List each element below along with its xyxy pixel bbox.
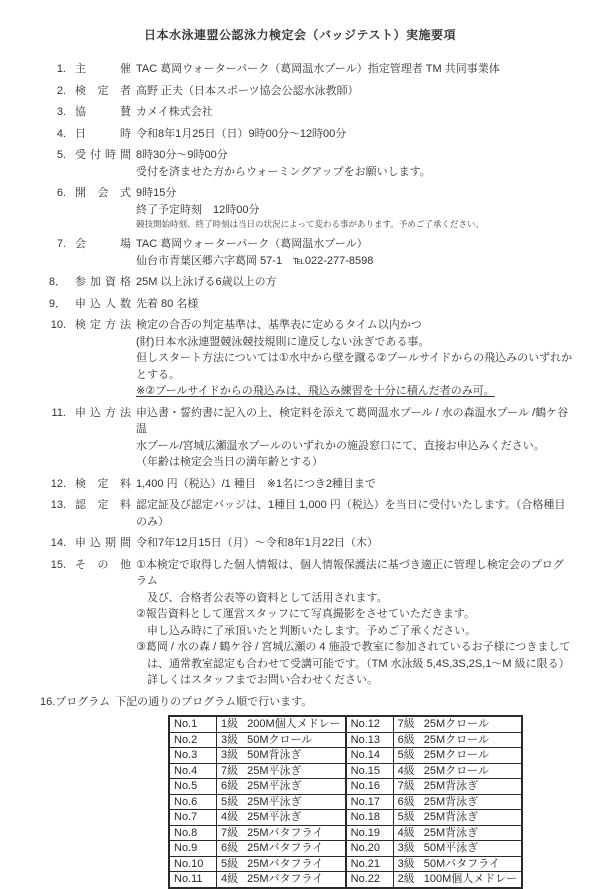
item-number: 6.: [56, 187, 66, 199]
program-grade: 6級: [221, 842, 239, 854]
program-no-cell: No.20: [346, 841, 394, 857]
table-row: [169, 872, 522, 888]
program-grade: 4級: [397, 764, 415, 777]
program-event: 25M平泳ぎ: [247, 764, 302, 777]
program-event-cell: [217, 763, 346, 779]
item-number: 7.: [56, 238, 66, 250]
program-event-cell: [393, 716, 522, 732]
item-label: 検定方法: [75, 319, 131, 331]
program-no-cell: No.17: [346, 794, 394, 810]
item-number: 15.: [50, 558, 66, 571]
program-event-cell: [393, 794, 522, 810]
table-row: [169, 856, 522, 872]
program-event: 50Mバタフライ: [423, 857, 500, 870]
program-event: 25Mバタフライ: [247, 857, 324, 870]
program-grade: 7級: [397, 780, 415, 792]
program-grade: 5級: [221, 795, 239, 808]
item-line: 受付を済ませた方からウォーミングアップをお願いします。: [136, 165, 431, 178]
item-moshikomi-kikan: [0, 535, 600, 552]
item-content: [136, 274, 574, 291]
program-grade: 6級: [397, 795, 415, 808]
program-event: 25M背泳ぎ: [423, 795, 479, 808]
program-event: 25Mバタフライ: [247, 873, 324, 885]
item-label: 主 催: [75, 63, 131, 75]
page-title: 日本水泳連盟公認泳力検定会（バッジテスト）実施要項: [143, 28, 457, 42]
item-label: 申込方法: [75, 406, 131, 419]
program-no-cell: No.19: [346, 825, 394, 841]
table-row: [169, 748, 522, 764]
item-content: [136, 61, 574, 78]
program-event-cell: [393, 748, 522, 764]
item-number: 1.: [56, 63, 66, 75]
item-number: 8．: [48, 276, 66, 288]
program-event-cell: [217, 716, 346, 732]
item-content: [136, 535, 574, 552]
program-grade: 5級: [221, 857, 239, 870]
item-line: 令和7年12月15日（月）～令和8年1月22日（木）: [136, 537, 379, 549]
item-number: 13.: [50, 499, 66, 511]
item-label: 検 定 者: [75, 84, 131, 97]
item-line: ②報告資料として運営スタッフにて写真撮影をさせていただきます。: [136, 608, 475, 620]
program-event-cell: [393, 763, 522, 779]
item-line: 認定証及び認定バッジは、1種目 1,000 円（税込）を当日に受付いたします。（合格種目のみ）: [136, 499, 566, 528]
item-number: 11.: [51, 406, 66, 419]
item-number: 4.: [56, 127, 66, 140]
table-row: [169, 841, 522, 857]
item-line: 先着 80 名様: [136, 297, 199, 310]
item-content: [115, 694, 574, 711]
program-table: [168, 715, 523, 889]
item-moshikomi-ninzu: [0, 296, 600, 313]
table-row: [169, 716, 522, 732]
program-no-cell: No.2: [169, 732, 217, 748]
item-content: [136, 317, 574, 400]
program-event: 50M背泳ぎ: [247, 749, 302, 761]
item-line: 申込書・誓約書に記入の上、検定料を添えて葛岡温水プール / 水の森温水プール /鶴ケ谷温: [136, 406, 569, 435]
item-line: TAC 葛岡ウォーターパーク（葛岡温水プール）: [136, 238, 368, 250]
program-no-cell: No.6: [169, 794, 217, 810]
program-no-cell: No.10: [169, 856, 217, 872]
program-grade: 4級: [221, 873, 239, 885]
program-event: 25M平泳ぎ: [247, 811, 302, 823]
item-content: [136, 126, 574, 143]
item-line: TAC 葛岡ウォーターパーク（葛岡温水プール）指定管理者 TM 共同事業体: [136, 63, 500, 75]
item-content: [136, 497, 574, 530]
table-row: [169, 732, 522, 748]
item-line: 但しスタート方法については①水中から壁を蹴る②プールサイドからの飛込みのいずれかとする。: [136, 352, 573, 381]
program-no-cell: No.22: [346, 872, 394, 888]
item-line: 検定の合否の判定基準は、基準表に定めるタイム以内かつ: [136, 319, 422, 331]
program-event-cell: [393, 841, 522, 857]
item-line: は、通常教室認定も合わせて受講可能です。（TM 水泳級 5,4S,3S,2S,1～M 級に限る）: [147, 657, 570, 670]
item-line: （年齢は検定会当日の満年齢とする）: [136, 456, 323, 468]
program-no-cell: No.12: [346, 716, 394, 732]
item-line: 終了予定時刻 12時00分: [136, 203, 260, 216]
item-label: 開 会 式: [75, 187, 131, 199]
item-label: 参加資格: [75, 276, 131, 288]
program-event-cell: [393, 779, 522, 795]
program-event-cell: [217, 779, 346, 795]
program-grade: 5級: [397, 749, 415, 761]
item-label: 受付時間: [75, 149, 131, 161]
program-no-cell: No.21: [346, 856, 394, 872]
program-no-cell: No.14: [346, 748, 394, 764]
item-line: 下記の通りのプログラム順で行います。: [115, 695, 313, 708]
program-grade: 7級: [221, 764, 239, 777]
item-kaijo: [0, 236, 600, 269]
program-grade: 3級: [397, 842, 415, 854]
program-event-cell: [217, 825, 346, 841]
table-row: [169, 810, 522, 826]
program-event: 25M平泳ぎ: [247, 795, 302, 808]
program-grade: 2級: [397, 873, 415, 885]
program-event-cell: [393, 856, 522, 872]
item-label: プログラム: [55, 695, 111, 708]
item-label: 検 定 料: [75, 477, 131, 490]
item-uketsuke-jikan: [0, 147, 600, 180]
item-line: ①本検定で取得した個人情報は、個人情報保護法に基づき適正に管理し検定会のプログラム: [136, 558, 564, 587]
program-event-cell: [217, 810, 346, 826]
item-line: 申し込み時に了承頂いたと判断いたします。予めご了承ください。: [147, 624, 477, 637]
item-content: [136, 296, 574, 313]
program-event-cell: [217, 794, 346, 810]
item-moshikomi-hoho: [0, 405, 600, 471]
program-event: 25Mクロール: [423, 749, 489, 761]
item-content: [136, 557, 574, 689]
program-event: 25Mクロール: [423, 764, 489, 777]
program-no-cell: No.7: [169, 810, 217, 826]
item-label: 申込期間: [75, 537, 131, 549]
program-grade: 4級: [397, 826, 415, 839]
item-nichiji: [0, 126, 600, 143]
program-no-cell: No.16: [346, 779, 394, 795]
item-line: ③葛岡 / 水の森 / 鶴ケ谷 / 宮城広瀬の 4 施設で教室に参加されているお子様につきまして: [136, 641, 571, 653]
program-grade: 6級: [221, 780, 239, 792]
program-event: 25Mバタフライ: [247, 842, 324, 854]
item-label: 協 賛: [75, 106, 131, 118]
item-content: [136, 405, 574, 471]
item-sonota: [0, 557, 600, 689]
program-event-cell: [217, 872, 346, 888]
item-content: [136, 185, 574, 231]
program-no-cell: No.8: [169, 825, 217, 841]
items-list: [0, 61, 600, 710]
item-line: 令和8年1月25日（日）9時00分～12時00分: [136, 127, 347, 140]
program-no-cell: No.15: [346, 763, 394, 779]
program-event-cell: [393, 810, 522, 826]
program-no-cell: No.5: [169, 779, 217, 795]
program-event: 200M個人メドレー: [247, 718, 341, 730]
program-grade: 5級: [397, 811, 415, 823]
item-label: 日 時: [75, 127, 131, 140]
item-line: 9時15分: [136, 187, 177, 199]
program-event: 25Mクロール: [423, 718, 489, 730]
program-no-cell: No.1: [169, 716, 217, 732]
item-content: [136, 104, 574, 121]
program-grade: 3級: [221, 749, 239, 761]
item-kentei-hoho: [0, 317, 600, 400]
item-number: 12.: [50, 477, 66, 490]
item-line: 25M 以上泳げる6歳以上の方: [136, 276, 277, 288]
item-kentei-ryo: [0, 476, 600, 493]
table-row: [169, 794, 522, 810]
item-line: 及び、合格者公表等の資料として活用されます。: [147, 591, 388, 604]
item-line: ※②プールサイドからの飛込みは、飛込み練習を十分に積んだ者のみ可。: [136, 385, 495, 397]
program-no-cell: No.3: [169, 748, 217, 764]
item-content: [136, 476, 574, 493]
program-event: 25M背泳ぎ: [423, 811, 479, 823]
program-event: 25Mクロール: [423, 733, 489, 746]
program-event: 50M平泳ぎ: [423, 842, 479, 854]
item-kyosan: [0, 104, 600, 121]
item-number: 16.: [40, 695, 56, 708]
item-label: 認 定 料: [75, 499, 131, 511]
program-event: 100M個人メドレー: [423, 873, 518, 885]
item-number: 3.: [56, 106, 66, 118]
program-grade: 7級: [397, 718, 415, 730]
program-event: 50Mクロール: [247, 733, 313, 746]
item-line: 詳しくはスタッフまでお問い合わせください。: [147, 674, 378, 686]
table-row: [169, 825, 522, 841]
program-event-cell: [393, 825, 522, 841]
program-grade: 1級: [221, 718, 239, 730]
program-no-cell: No.9: [169, 841, 217, 857]
program-grade: 3級: [221, 733, 239, 746]
item-number: 10.: [50, 319, 66, 331]
program-no-cell: No.13: [346, 732, 394, 748]
item-content: [136, 83, 574, 100]
program-event: 25M平泳ぎ: [247, 780, 302, 792]
item-line: 1,400 円（税込）/1 種目 ※1名につき2種目まで: [136, 477, 377, 490]
item-number: 14.: [50, 537, 66, 549]
program-event: 25M背泳ぎ: [423, 780, 479, 792]
program-event-cell: [217, 856, 346, 872]
program-grade: 4級: [221, 811, 239, 823]
item-number: 5.: [56, 149, 66, 161]
item-sanka-shikaku: [0, 274, 600, 291]
item-nintei-ryo: [0, 497, 600, 530]
program-grade: 3級: [397, 857, 415, 870]
program-no-cell: No.4: [169, 763, 217, 779]
item-line: (財)日本水泳連盟競泳競技規則に違反しない泳ぎである事。: [136, 335, 430, 348]
program-no-cell: No.11: [169, 872, 217, 888]
item-label: 会 場: [75, 238, 131, 250]
item-kenteisha: [0, 83, 600, 100]
program-event-cell: [393, 732, 522, 748]
item-number: 2.: [56, 84, 66, 97]
item-line: 高野 正夫（日本スポーツ協会公認水泳教師）: [136, 84, 359, 97]
item-number: 9．: [48, 297, 66, 310]
program-grade: 6級: [397, 733, 415, 746]
item-content: [136, 236, 574, 269]
item-program: [0, 694, 600, 711]
item-line: カメイ株式会社: [136, 106, 213, 118]
item-line: 仙台市青葉区郷六字葛岡 57-1 ℡022-277-8598: [136, 254, 374, 267]
item-line: 水プール/宮城広瀬温水プールのいずれかの施設窓口にて、直接お申込みください。: [136, 439, 545, 452]
table-row: [169, 779, 522, 795]
item-shusai: [0, 61, 600, 78]
table-row: [169, 763, 522, 779]
program-no-cell: No.18: [346, 810, 394, 826]
item-line: 8時30分～9時00分: [136, 149, 228, 161]
item-label: 申込人数: [75, 297, 131, 310]
program-event-cell: [393, 872, 522, 888]
program-table-body: [169, 716, 522, 888]
program-grade: 7級: [221, 826, 239, 839]
program-event: 25M背泳ぎ: [423, 826, 479, 839]
program-event-cell: [217, 748, 346, 764]
program-event: 25Mバタフライ: [247, 826, 324, 839]
program-event-cell: [217, 732, 346, 748]
item-label: そ の 他: [75, 558, 131, 571]
item-kaikai-shiki: [0, 185, 600, 231]
item-line: 競技開始時刻、終了時刻は当日の状況によって変わる事があります。予めご了承ください。: [136, 219, 484, 229]
program-event-cell: [217, 841, 346, 857]
item-content: [136, 147, 574, 180]
